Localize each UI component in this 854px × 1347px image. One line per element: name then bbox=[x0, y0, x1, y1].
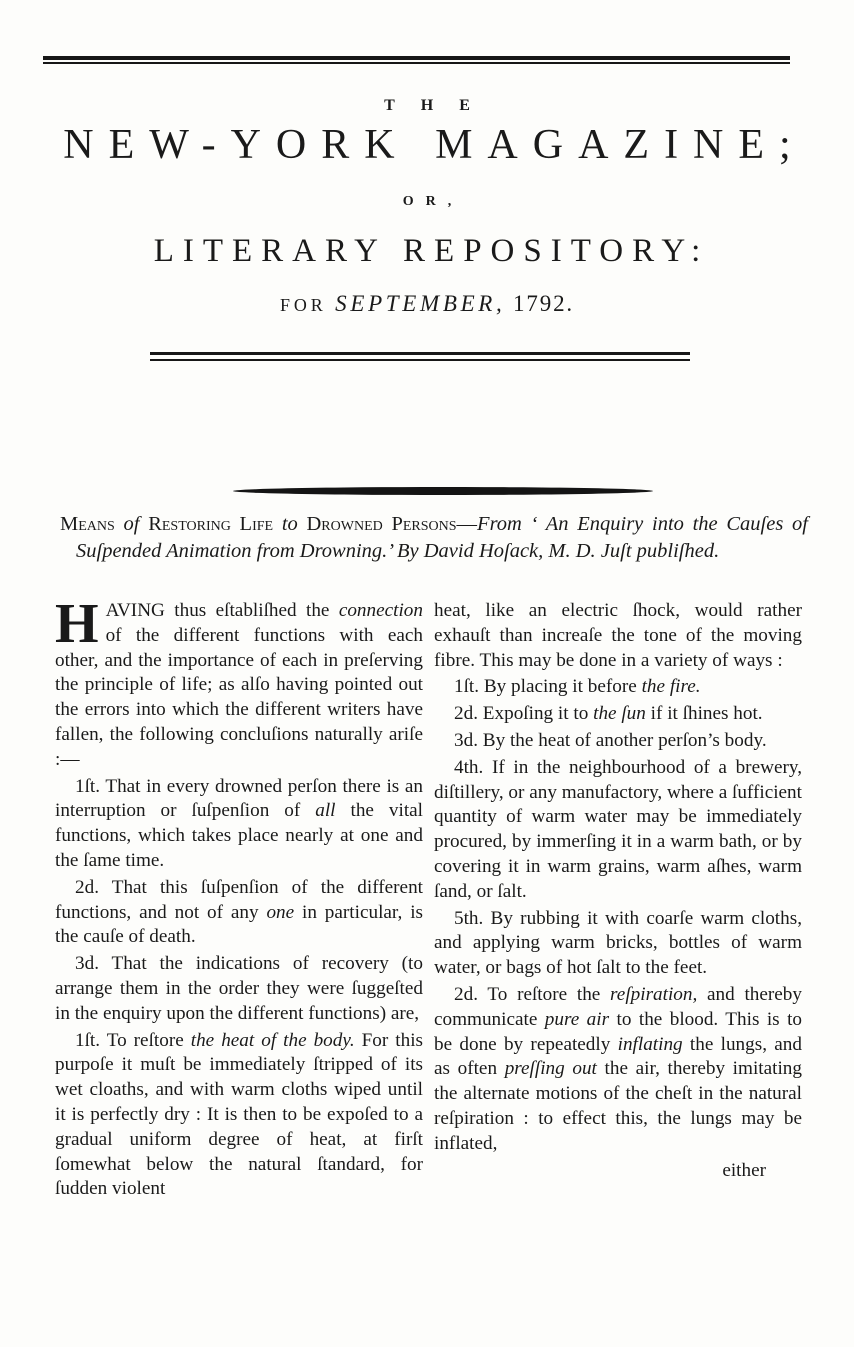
paragraph: 3d. By the heat of another perſon’s body. bbox=[454, 729, 767, 751]
paragraph: 1ſt. To reſtore the heat of the body. For this purpoſe it muſt be immediately ſtripped of its wet cloaths, and with warm cloths wiped until it is perfectly dry : It is then to be expoſed to a gradual uniform degree of heat, at firſt ſomewhat below the natural ſtandard, for ſudden violent bbox=[55, 1029, 423, 1200]
paragraph: 2d. To reſtore the reſpiration, and thereby communicate pure air to the blood. This is to be done by repeatedly inflating the lungs, and as often preſſing out the air, thereby imitating the alternate motions of the cheſt in the natural reſpiration : to effect this, the lungs may be inflated, bbox=[434, 983, 803, 1154]
paragraph: HAVING thus eſtabliſhed the connection of the different functions with each other, and the importance of each in preſerving the principle of life; as alſo having pointed out the errors into which the different writers have fallen, the following concluſions naturally ariſe :— bbox=[55, 593, 423, 770]
masthead-kicker: THE bbox=[384, 97, 496, 114]
masthead-conjunction: OR, bbox=[402, 194, 464, 209]
paragraph: heat, like an electric ſhock, would rather exhauſt than increaſe the tone of the moving fibre. This may be done in a variety of ways : bbox=[434, 600, 802, 671]
rule-line bbox=[43, 62, 790, 64]
catchword: either bbox=[722, 1159, 766, 1181]
dropcap-initial: H bbox=[55, 593, 99, 655]
paragraph: 4th. If in the neighbourhood of a brewery, diſtillery, or any manufactory, where a ſufficient quantity of warm water may be immediately procured, by immerſing it in a warm bath, or by covering it in warm grains, warm aſhes, warm ſand, or ſalt. bbox=[434, 756, 802, 902]
left-column bbox=[55, 593, 423, 1202]
article-swelled-rule bbox=[233, 487, 653, 495]
rule-line bbox=[43, 56, 790, 60]
right-column bbox=[434, 599, 802, 1202]
issue-dateline: FOR SEPTEMBER, 1792. bbox=[279, 291, 574, 316]
masthead-double-rule bbox=[150, 352, 690, 361]
masthead-top-rule bbox=[43, 56, 790, 64]
magazine-title: NEW-YORK MAGAZINE; bbox=[63, 122, 806, 168]
paragraph: 3d. That the indications of recovery (to arrange them in the order they were ſuggeſted in the enquiry upon the different functions) are, bbox=[55, 953, 423, 1024]
paragraph: 2d. Expoſing it to the ſun if it ſhines hot. bbox=[454, 703, 763, 725]
article-heading: Means of Restoring Life to Drowned Persons—From ‘ An Enquiry into the Cauſes of Suſpended Animation from Drowning.’ By David Hoſack, M. D. Juſt publiſhed. bbox=[60, 513, 808, 562]
paragraph: 1ſt. By placing it before the fire. bbox=[454, 676, 701, 698]
magazine-subtitle: LITERARY REPOSITORY: bbox=[153, 233, 710, 269]
paragraph: 2d. That this ſuſpenſion of the different functions, and not of any one in particular, is the cauſe of death. bbox=[55, 876, 423, 948]
article-body bbox=[55, 593, 803, 1202]
paragraph: 5th. By rubbing it with coarſe warm cloths, and applying warm bricks, bottles of warm water, or bags of hot ſalt to the feet. bbox=[434, 907, 802, 979]
paragraph: 1ſt. That in every drowned perſon there is an interruption or ſuſpenſion of all the vital functions, which takes place nearly at one and the ſame time. bbox=[55, 775, 423, 871]
